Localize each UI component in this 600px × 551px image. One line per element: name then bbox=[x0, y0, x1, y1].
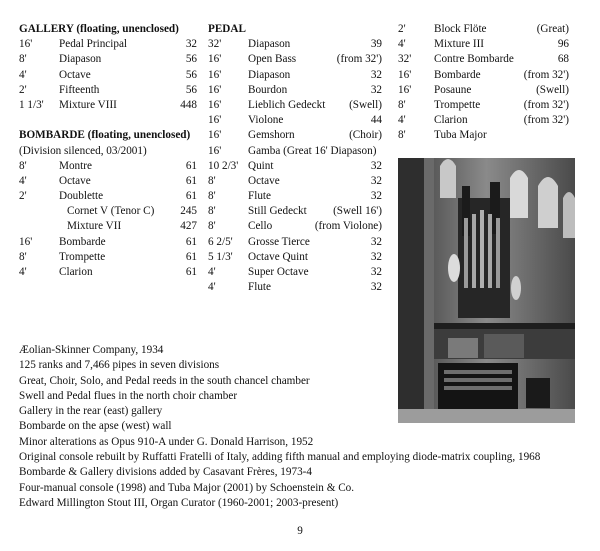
stop-name: Cello bbox=[248, 220, 273, 233]
note-line: Great, Choir, Solo, and Pedal reeds in the south chancel chamber bbox=[19, 374, 310, 387]
stop-name: Grosse Tierce bbox=[248, 235, 310, 248]
stop-pipes: 56 bbox=[185, 53, 197, 66]
stop-name: Still Gedeckt bbox=[248, 205, 307, 218]
note-line: 125 ranks and 7,466 pipes in seven divisions bbox=[19, 359, 220, 372]
stop-pipes: 32 bbox=[370, 235, 382, 248]
stop-pipes: 32 bbox=[370, 250, 382, 263]
stop-name: Gamba (Great 16' Diapason) bbox=[248, 144, 377, 157]
stop-name: Octave Quint bbox=[248, 250, 308, 263]
stop-pipes: (Swell) bbox=[536, 83, 569, 96]
stop-pipes: (Great) bbox=[536, 23, 569, 35]
stop-row bbox=[208, 128, 382, 143]
stop-pitch: 16' bbox=[208, 144, 222, 157]
stop-pitch: 32' bbox=[208, 38, 222, 51]
stop-pitch: 16' bbox=[19, 38, 33, 51]
stop-name: Mixture VIII bbox=[59, 98, 117, 111]
stop-pitch: 2' bbox=[19, 83, 27, 96]
stop-pipes: 96 bbox=[557, 38, 569, 51]
note-line: Original console rebuilt by Ruffatti Fratelli of Italy, adding fifth manual and employing diode-matrix coupling, 1968 bbox=[19, 451, 541, 464]
stop-row bbox=[398, 83, 569, 98]
stop-row bbox=[19, 98, 197, 113]
stop-pipes: 32 bbox=[185, 38, 197, 51]
stop-pitch: 8' bbox=[208, 190, 216, 203]
stop-name: Diapason bbox=[59, 53, 102, 66]
stop-name: Flute bbox=[248, 281, 271, 294]
stop-name: Bombarde bbox=[434, 68, 481, 81]
stop-pipes: 32 bbox=[370, 159, 382, 172]
stop-pitch: 32' bbox=[398, 53, 412, 66]
stop-pipes: 68 bbox=[557, 53, 569, 66]
stop-pipes: (Choir) bbox=[349, 129, 382, 142]
stop-pipes: (Swell 16') bbox=[333, 205, 382, 218]
stop-row bbox=[19, 52, 197, 67]
stop-pitch: 5 1/3' bbox=[208, 250, 233, 263]
stop-pipes: 427 bbox=[180, 220, 197, 233]
stop-pitch: 8' bbox=[208, 174, 216, 187]
note-line: Swell and Pedal flues in the north choir chamber bbox=[19, 389, 238, 402]
stop-pitch: 10 2/3' bbox=[208, 159, 239, 172]
stop-row bbox=[398, 52, 569, 67]
stop-pitch: 4' bbox=[398, 114, 406, 127]
stop-name: Quint bbox=[248, 159, 274, 172]
note-line: Æolian-Skinner Company, 1934 bbox=[19, 344, 164, 356]
stop-pipes: (from 32') bbox=[523, 68, 569, 81]
stop-pipes: 61 bbox=[185, 174, 197, 187]
stop-row bbox=[208, 204, 382, 219]
stop-name: Octave bbox=[59, 174, 91, 187]
stop-pipes: 32 bbox=[370, 68, 382, 81]
stop-name: Octave bbox=[59, 68, 91, 81]
stop-pitch: 8' bbox=[19, 250, 27, 263]
stop-row bbox=[208, 68, 382, 83]
stop-row bbox=[208, 219, 382, 234]
pedal-continued-stop-list bbox=[398, 22, 569, 144]
stop-pitch: 16' bbox=[19, 235, 33, 248]
stop-name: Doublette bbox=[59, 190, 104, 203]
stop-pitch: 2' bbox=[19, 190, 27, 203]
stop-pipes: 61 bbox=[185, 266, 197, 279]
stop-pipes: 32 bbox=[370, 174, 382, 187]
stop-pitch: 4' bbox=[398, 38, 406, 51]
stop-name: Montre bbox=[59, 159, 92, 172]
stop-row bbox=[208, 52, 382, 67]
stop-row bbox=[19, 68, 197, 83]
stop-pipes: 32 bbox=[370, 190, 382, 203]
stop-pitch: 8' bbox=[208, 220, 216, 233]
stop-pitch: 2' bbox=[398, 23, 406, 35]
stop-row bbox=[208, 280, 382, 295]
pedal-heading: PEDAL bbox=[208, 23, 246, 35]
stop-pipes: 56 bbox=[185, 68, 197, 81]
stop-name: Pedal Principal bbox=[59, 38, 128, 51]
stop-name: Fifteenth bbox=[59, 83, 100, 96]
stop-row bbox=[398, 68, 569, 83]
stop-name: Super Octave bbox=[248, 266, 309, 279]
gallery-stop-list bbox=[19, 37, 197, 113]
stop-name: Lieblich Gedeckt bbox=[248, 98, 326, 111]
note-line: Edward Millington Stout III, Organ Curator (1960-2001; 2003-present) bbox=[19, 496, 339, 509]
stop-pipes: 61 bbox=[185, 250, 197, 263]
spacer bbox=[19, 113, 197, 128]
stop-name: Clarion bbox=[59, 266, 93, 279]
stop-pipes: 245 bbox=[180, 205, 197, 218]
stop-name: Tuba Major bbox=[434, 129, 487, 142]
stop-row bbox=[208, 159, 382, 174]
stop-name: Open Bass bbox=[248, 53, 297, 66]
stop-row bbox=[19, 174, 197, 189]
note-line: Gallery in the rear (east) gallery bbox=[19, 405, 163, 418]
stop-pipes: 32 bbox=[370, 281, 382, 294]
stop-row bbox=[19, 37, 197, 52]
stop-row bbox=[398, 98, 569, 113]
stop-pitch: 8' bbox=[208, 205, 216, 218]
stop-pitch: 16' bbox=[208, 53, 222, 66]
stop-pitch: 8' bbox=[19, 159, 27, 172]
stop-pipes: 61 bbox=[185, 159, 197, 172]
column-pedal-continued bbox=[398, 22, 569, 144]
stop-name: Block Flöte bbox=[434, 23, 487, 35]
stop-pitch: 8' bbox=[19, 53, 27, 66]
stop-row bbox=[208, 98, 382, 113]
stop-pitch: 16' bbox=[398, 68, 412, 81]
stop-pipes: 56 bbox=[185, 83, 197, 96]
stop-row bbox=[19, 235, 197, 250]
stop-row bbox=[19, 219, 197, 234]
gallery-heading: GALLERY (floating, unenclosed) bbox=[19, 23, 179, 35]
note-line: Four-manual console (1998) and Tuba Major (2001) by Schoenstein & Co. bbox=[19, 481, 355, 494]
stop-row bbox=[398, 113, 569, 128]
stop-row bbox=[208, 265, 382, 280]
stop-name: Bourdon bbox=[248, 83, 288, 96]
stop-name: Trompette bbox=[59, 250, 106, 263]
stop-pipes: 61 bbox=[185, 235, 197, 248]
stop-name: Diapason bbox=[248, 68, 291, 81]
page-number: 9 bbox=[297, 525, 303, 537]
note-line: Minor alterations as Opus 910-A under G. Donald Harrison, 1952 bbox=[19, 435, 314, 448]
stop-row bbox=[208, 189, 382, 204]
bombarde-stop-list bbox=[19, 159, 197, 281]
column-pedal bbox=[208, 22, 382, 295]
bombarde-note: (Division silenced, 03/2001) bbox=[19, 144, 147, 157]
stop-pipes: 32 bbox=[370, 266, 382, 279]
stop-pipes: (from 32') bbox=[336, 53, 382, 66]
stop-name: Diapason bbox=[248, 38, 291, 51]
stop-pitch: 16' bbox=[208, 129, 222, 142]
stop-row bbox=[19, 189, 197, 204]
organ-history-notes bbox=[19, 343, 579, 511]
stop-row bbox=[208, 83, 382, 98]
stop-name: Flute bbox=[248, 190, 271, 203]
stop-name: Violone bbox=[248, 114, 284, 127]
stop-pipes: 39 bbox=[370, 38, 382, 51]
stop-pipes: (Swell) bbox=[349, 98, 382, 111]
stop-row bbox=[208, 113, 382, 128]
stop-pitch: 16' bbox=[208, 98, 222, 111]
stop-name: Gemshorn bbox=[248, 129, 295, 142]
stop-pitch: 6 2/5' bbox=[208, 235, 233, 248]
stop-pipes: 32 bbox=[370, 83, 382, 96]
stop-pitch: 4' bbox=[19, 68, 27, 81]
stop-name: Posaune bbox=[434, 83, 472, 96]
note-line: Bombarde & Gallery divisions added by Casavant Frères, 1973-4 bbox=[19, 466, 312, 479]
stop-pipes: 44 bbox=[370, 114, 382, 127]
stop-row bbox=[398, 128, 569, 143]
stop-pitch: 4' bbox=[19, 266, 27, 279]
stop-row bbox=[208, 37, 382, 52]
stop-pipes: (from 32') bbox=[523, 114, 569, 127]
note-line: Bombarde on the apse (west) wall bbox=[19, 420, 172, 433]
stop-name: Clarion bbox=[434, 114, 468, 127]
stop-row bbox=[208, 235, 382, 250]
stop-row bbox=[208, 250, 382, 265]
stop-pitch: 1 1/3' bbox=[19, 98, 44, 111]
stop-pitch: 4' bbox=[208, 266, 216, 279]
stop-name: Contre Bombarde bbox=[434, 53, 514, 66]
stop-pitch: 16' bbox=[208, 83, 222, 96]
stop-row bbox=[19, 265, 197, 280]
stop-row bbox=[19, 204, 197, 219]
stop-row bbox=[208, 174, 382, 189]
stop-pitch: 8' bbox=[398, 98, 406, 111]
stop-row bbox=[398, 37, 569, 52]
stop-name: Mixture III bbox=[434, 38, 485, 51]
stop-pitch: 16' bbox=[208, 114, 222, 127]
stop-pitch: 16' bbox=[208, 68, 222, 81]
stop-pipes: (from 32') bbox=[523, 98, 569, 111]
stop-pitch: 4' bbox=[208, 281, 216, 294]
stop-row bbox=[19, 83, 197, 98]
stop-pitch: 16' bbox=[398, 83, 412, 96]
stop-name: Bombarde bbox=[59, 235, 106, 248]
stop-row bbox=[19, 250, 197, 265]
stop-pipes: (from Violone) bbox=[314, 220, 382, 233]
stop-row bbox=[398, 22, 569, 37]
stop-name: Mixture VII bbox=[67, 220, 122, 233]
bombarde-heading: BOMBARDE (floating, unenclosed) bbox=[19, 129, 191, 142]
stop-pitch: 8' bbox=[398, 129, 406, 142]
stop-pipes: 448 bbox=[180, 98, 197, 111]
pedal-stop-list bbox=[208, 37, 382, 295]
stop-pipes: 61 bbox=[185, 190, 197, 203]
stop-pitch: 4' bbox=[19, 174, 27, 187]
stop-row bbox=[208, 144, 382, 159]
stop-name: Trompette bbox=[434, 98, 481, 111]
column-gallery-bombarde bbox=[19, 22, 197, 280]
stop-row bbox=[19, 159, 197, 174]
stop-name: Octave bbox=[248, 174, 280, 187]
stop-name: Cornet V (Tenor C) bbox=[67, 205, 155, 218]
